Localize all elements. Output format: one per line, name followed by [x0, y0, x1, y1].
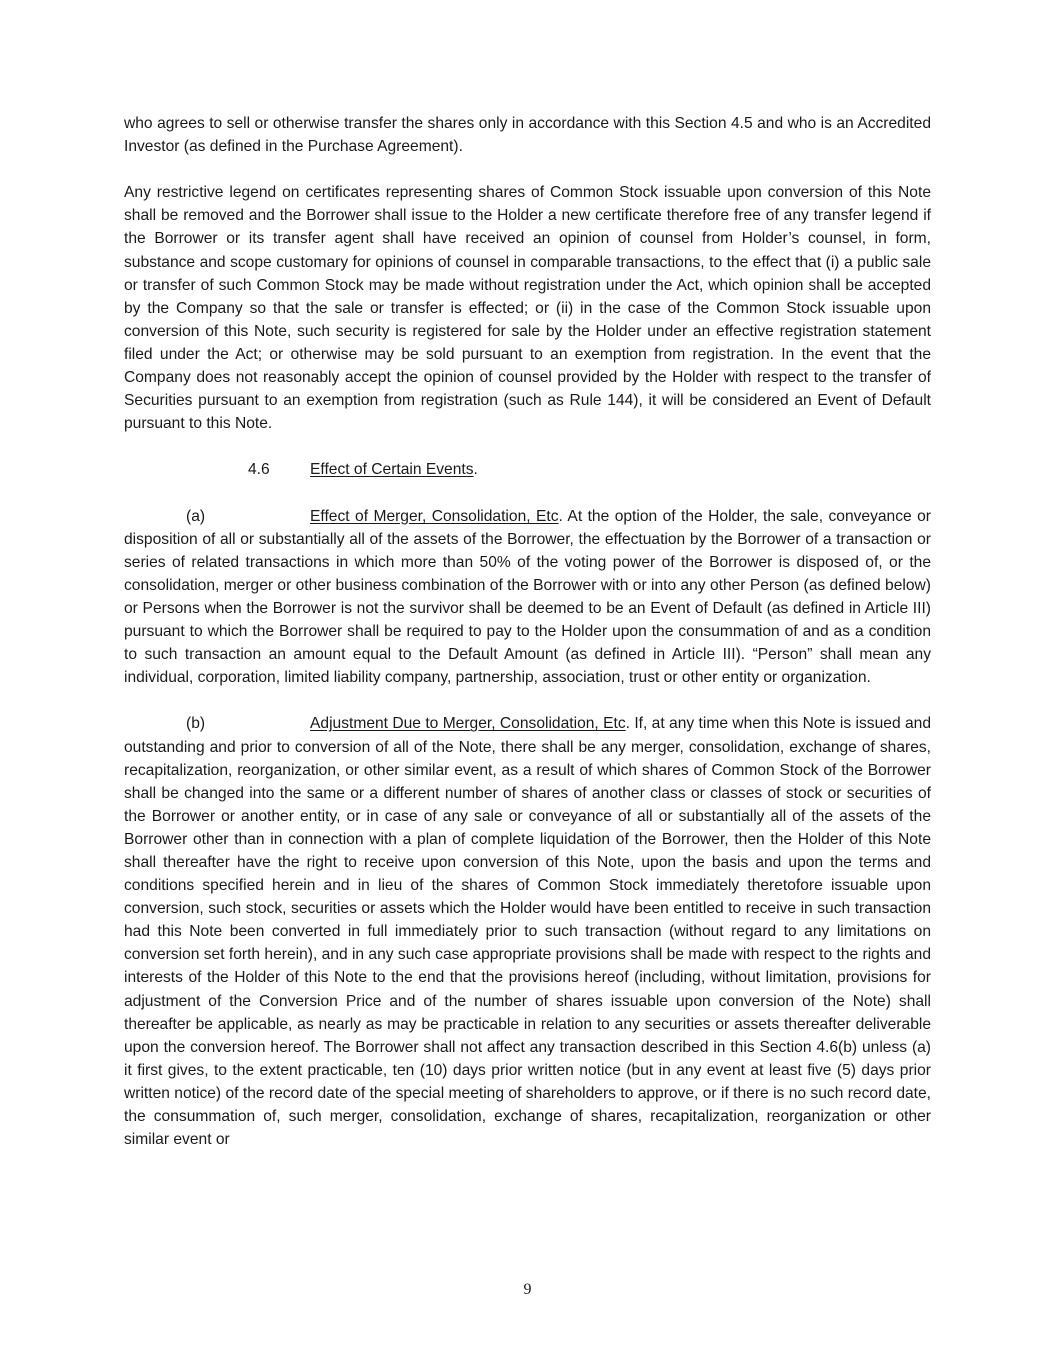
subsection-b-lead — [124, 712, 310, 735]
subsection-b-label: (b) — [186, 715, 206, 733]
subsection-a-title: Effect of Merger, Consolidation, Etc — [310, 507, 559, 525]
subsection-b-title: Adjustment Due to Merger, Consolidation, Etc — [310, 715, 626, 733]
subsection-a-label: (a) — [186, 507, 206, 525]
subsection-a — [124, 505, 931, 690]
subsection-b — [124, 712, 931, 1151]
section-title-period: . — [473, 461, 478, 479]
section-heading — [124, 458, 931, 481]
subsection-b-body: . If, at any time when this Note is issued and outstanding and prior to conversion of all of the Note, there shall be any merger, consolidation, exchange of shares, recapitalization, reorganization, or other similar event, as a result of which shares of Common Stock of the Borrower shall be changed into the same or a different number of shares of another class or classes of stock or securities of the Borrower or another entity, or in case of any sale or conveyance of all or substantially all of the assets of the Borrower other than in connection with a plan of complete liquidation of the Borrower, then the Holder of this Note shall thereafter have the right to receive upon conversion of this Note, upon the basis and upon the terms and conditions specified herein and in lieu of the shares of Common Stock immediately theretofore issuable upon conversion, such stock, securities or assets which the Holder would have been entitled to receive in such transaction had this Note been converted in full immediately prior to such transaction (without regard to any limitations on conversion set forth herein), and in any such case appropriate provisions shall be made with respect to the rights and interests of the Holder of this Note to the end that the provisions hereof (including, without limitation, provisions for adjustment of the Conversion Price and of the number of shares issuable upon conversion of the Note) shall thereafter be applicable, as nearly as may be practicable in relation to any securities or assets thereafter deliverable upon the conversion hereof. The Borrower shall not affect any transaction described in this Section 4.6(b) unless (a) it first gives, to the extent practicable, ten (10) days prior written notice (but in any event at least five (5) days prior written notice) of the record date of the special meeting of shareholders to approve, or if there is no such record date, the consummation of, such merger, consolidation, exchange of shares, recapitalization, reorganization or other similar event or — [124, 715, 931, 1149]
page-number: 9 — [523, 1281, 532, 1298]
paragraph-intro: who agrees to sell or otherwise transfer the shares only in accordance with this Section 4.5 and who is an Accredited Investor (as defined in the Purchase Agreement). — [124, 115, 931, 156]
subsection-a-body: . At the option of the Holder, the sale, conveyance or disposition of all or substantially all of the assets of the Borrower, the effectuation by the Borrower of a transaction or series of related transactions in which more than 50% of the voting power of the Borrower is disposed of, or the consolidation, merger or other business combination of the Borrower with or into any other Person (as defined below) or Persons when the Borrower is not the survivor shall be deemed to be an Event of Default (as defined in Article III) pursuant to which the Borrower shall be required to pay to the Holder upon the consummation of and as a condition to such transaction an amount equal to the Default Amount (as defined in Article III). “Person” shall mean any individual, corporation, limited liability company, partnership, association, trust or other entity or organization. — [124, 507, 931, 687]
subsection-a-lead — [124, 505, 310, 528]
document-page — [124, 112, 931, 1151]
paragraph-restrictive-legend: Any restrictive legend on certificates representing shares of Common Stock issuable upon conversion of this Note shall be removed and the Borrower shall issue to the Holder a new certificate therefore free of any transfer legend if the Borrower or its transfer agent shall have received an opinion of counsel from Holder’s counsel, in form, substance and scope customary for opinions of counsel in comparable transactions, to the effect that (i) a public sale or transfer of such Common Stock may be made without registration under the Act, which opinion shall be accepted by the Company so that the sale or transfer is effected; or (ii) in the case of the Common Stock issuable upon conversion of this Note, such security is registered for sale by the Holder under an effective registration statement filed under the Act; or otherwise may be sold pursuant to an exemption from registration. In the event that the Company does not reasonably accept the opinion of counsel provided by the Holder with respect to the transfer of Securities pursuant to an exemption from registration (such as Rule 144), it will be considered an Event of Default pursuant to this Note. — [124, 184, 931, 433]
section-title: Effect of Certain Events — [310, 461, 474, 479]
section-number: 4.6 — [248, 461, 270, 479]
